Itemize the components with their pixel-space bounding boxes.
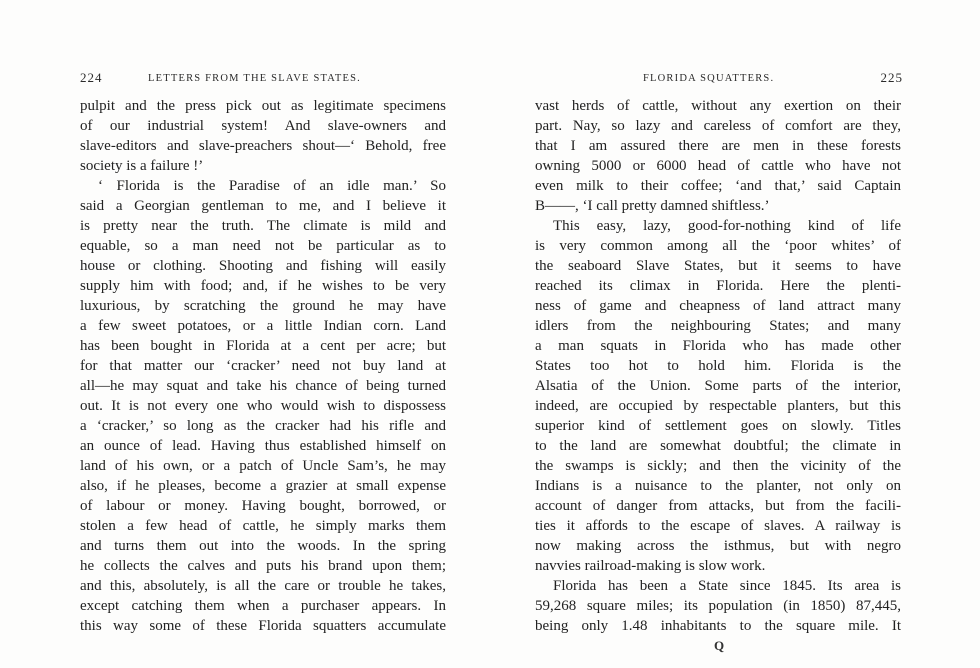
text-line: and this, absolutely, is all the care or trouble he takes, xyxy=(80,578,446,594)
left-running-title: LETTERS FROM THE SLAVE STATES. xyxy=(148,73,361,84)
text-line: all—he may squat and take his chance of being turned xyxy=(80,378,446,394)
text-line: has been bought in Florida at a cent per acre; but xyxy=(80,338,446,354)
text-line: owning 5000 or 6000 head of cattle who have not xyxy=(535,158,901,174)
text-line: the seaboard Slave States, but it seems to have xyxy=(535,258,901,274)
text-line: equable, so a man need not be particular as to xyxy=(80,238,446,254)
text-line: out. It is not every one who would wish to dispossess xyxy=(80,398,446,414)
text-line: to the land are somewhat doubtful; the climate in xyxy=(535,438,901,454)
text-line: ‘ Florida is the Paradise of an idle man.’ So xyxy=(98,178,446,194)
text-line: superior kind of settlement goes on slowly. Titles xyxy=(535,418,901,434)
text-line: a few sweet potatoes, or a little Indian corn. Land xyxy=(80,318,446,334)
text-line: part. Nay, so lazy and careless of comfort are they, xyxy=(535,118,901,134)
text-line: this way some of these Florida squatters accumulate xyxy=(80,618,446,634)
text-line: indeed, are occupied by respectable planters, but this xyxy=(535,398,901,414)
text-line: and turns them out into the woods. In the spring xyxy=(80,538,446,554)
right-page xyxy=(490,0,980,668)
left-running-head xyxy=(80,70,458,86)
text-line: except catching them when a purchaser appears. In xyxy=(80,598,446,614)
text-line: of labour or money. Having bought, borrowed, or xyxy=(80,498,446,514)
text-line: he collects the calves and puts his brand upon them; xyxy=(80,558,446,574)
text-line: States too hot to hold him. Florida is the xyxy=(535,358,901,374)
signature-mark: Q xyxy=(714,638,725,653)
text-line: a man squats in Florida who has made other xyxy=(535,338,901,354)
text-line: said a Georgian gentleman to me, and I believe it xyxy=(80,198,446,214)
text-line: for that matter our ‘cracker’ need not buy land at xyxy=(80,358,446,374)
text-line: also, if he pleases, become a grazier at small expense xyxy=(80,478,446,494)
text-line: reached its climax in Florida. Here the plenti- xyxy=(535,278,901,294)
text-line: is pretty near the truth. The climate is mild and xyxy=(80,218,446,234)
text-line: idlers from the neighbouring States; and many xyxy=(535,318,901,334)
text-line: pulpit and the press pick out as legitimate specimens xyxy=(80,98,446,114)
text-line: of our industrial system! And slave-owners and xyxy=(80,118,446,134)
text-line: that I am assured there are men in these forests xyxy=(535,138,901,154)
right-page-number: 225 xyxy=(880,70,903,85)
text-line: land of his own, or a patch of Uncle Sam’s, he may xyxy=(80,458,446,474)
text-line: stolen a few head of cattle, he simply marks them xyxy=(80,518,446,534)
text-line: being only 1.48 inhabitants to the square mile. It xyxy=(535,618,901,634)
left-text-block xyxy=(80,96,446,636)
text-line: an ounce of lead. Having thus established himself on xyxy=(80,438,446,454)
text-line: even milk to their coffee; ‘and that,’ said Captain xyxy=(535,178,901,194)
left-page-number: 224 xyxy=(80,70,103,85)
text-line: slave-editors and slave-preachers shout—‘ Behold, free xyxy=(80,138,446,154)
text-line: vast herds of cattle, without any exertion on their xyxy=(535,98,901,114)
text-line: supply him with food; and, if he wishes to be very xyxy=(80,278,446,294)
text-line: navvies railroad-making is slow work. xyxy=(535,558,766,574)
right-text-block xyxy=(535,96,901,636)
text-line: now making across the isthmus, but with negro xyxy=(535,538,901,554)
right-running-title: FLORIDA SQUATTERS. xyxy=(643,73,775,84)
text-line: Alsatia of the Union. Some parts of the interior, xyxy=(535,378,901,394)
text-line: ties it affords to the escape of slaves. A railway is xyxy=(535,518,901,534)
text-line: society is a failure !’ xyxy=(80,158,204,174)
text-line: is very common among all the ‘poor whites’ of xyxy=(535,238,901,254)
text-line: luxurious, by scratching the ground he may have xyxy=(80,298,446,314)
text-line: ness of game and cheapness of land attract many xyxy=(535,298,901,314)
text-line: Indians is a nuisance to the planter, not only on xyxy=(535,478,901,494)
text-line: Florida has been a State since 1845. Its area is xyxy=(553,578,901,594)
text-line: a ‘cracker,’ so long as the cracker had his rifle and xyxy=(80,418,446,434)
text-line: B——, ‘I call pretty damned shiftless.’ xyxy=(535,198,770,214)
text-line: 59,268 square miles; its population (in 1850) 87,445, xyxy=(535,598,901,614)
right-running-head xyxy=(535,70,903,86)
text-line: house or clothing. Shooting and fishing will easily xyxy=(80,258,446,274)
text-line: the swamps is sickly; and then the vicinity of the xyxy=(535,458,901,474)
text-line: account of danger from attacks, but from the facili- xyxy=(535,498,901,514)
text-line: This easy, lazy, good-for-nothing kind of life xyxy=(553,218,901,234)
